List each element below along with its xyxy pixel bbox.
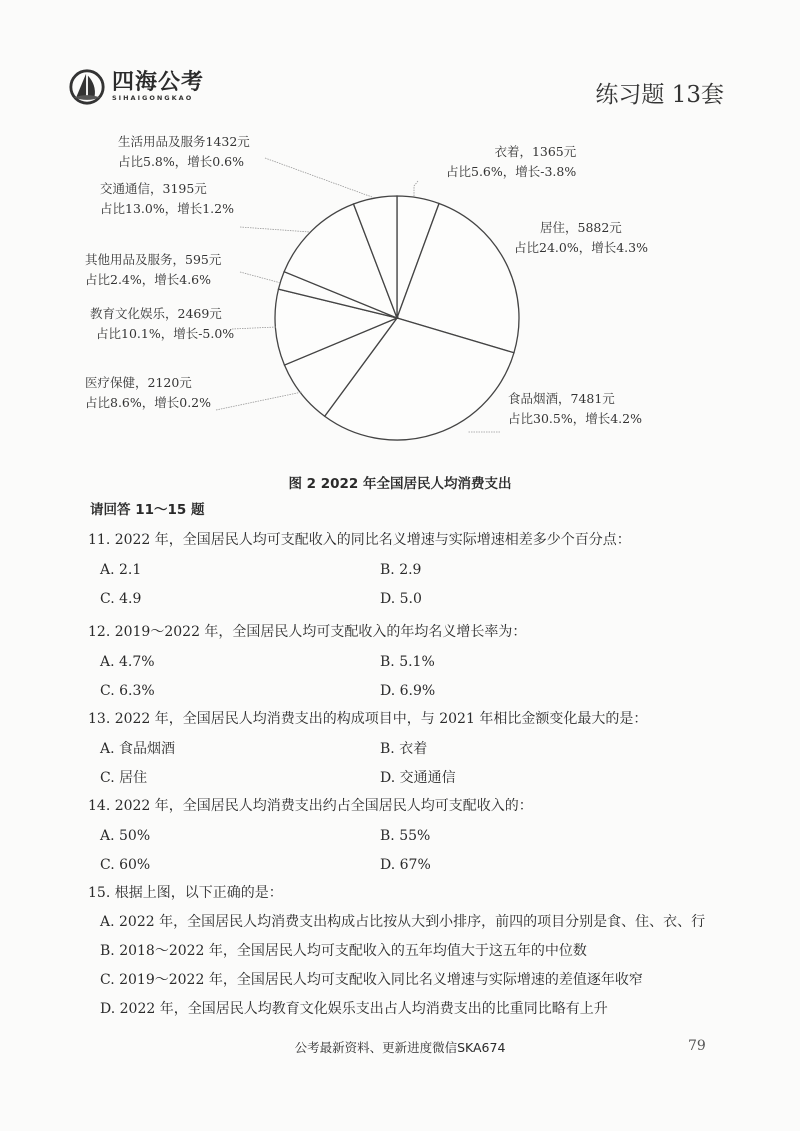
label-line2: 占比10.1%，增长-5.0% — [96, 326, 235, 341]
label-line1: 居住，5882元 — [540, 220, 622, 235]
answer-option[interactable]: A. 2022 年，全国居民人均消费支出构成占比按从大到小排序，前四的项目分别是食、住、衣、行 — [100, 914, 706, 930]
slice-label-other — [85, 250, 221, 290]
slice-label-daily-goods — [118, 132, 250, 172]
exercise-set-title: 练习题 13套 — [595, 82, 724, 108]
slice-label-education — [90, 304, 234, 344]
question-13: 13. 2022 年，全国居民人均消费支出的构成项目中，与 2021 年相比金额变化最大的是： — [88, 711, 648, 727]
logo-english-text: SIHAIGONGKAO — [112, 94, 194, 102]
answer-option[interactable]: C. 60% — [100, 857, 151, 873]
leader-line — [240, 227, 310, 232]
slice-label-clothing — [446, 142, 576, 182]
answer-option[interactable]: D. 5.0 — [380, 591, 422, 607]
figure-caption: 图 2 2022 年全国居民人均消费支出 — [288, 476, 512, 492]
label-line2: 占比24.0%，增长4.3% — [514, 240, 648, 255]
answer-option[interactable]: D. 交通通信 — [380, 770, 456, 786]
slice-label-housing — [514, 218, 648, 258]
answer-option[interactable]: B. 55% — [380, 828, 431, 844]
instructions: 请回答 11～15 题 — [90, 502, 205, 518]
leader-line — [240, 272, 281, 283]
label-line1: 生活用品及服务1432元 — [118, 134, 250, 149]
label-line1: 教育文化娱乐，2469元 — [90, 306, 222, 321]
answer-option[interactable]: B. 衣着 — [380, 741, 428, 757]
label-line1: 其他用品及服务，595元 — [85, 252, 222, 267]
answer-option[interactable]: A. 50% — [100, 828, 151, 844]
label-line1: 交通通信，3195元 — [100, 181, 207, 196]
answer-option[interactable]: A. 4.7% — [100, 654, 155, 670]
answer-option[interactable]: D. 2022 年，全国居民人均教育文化娱乐支出占人均消费支出的比重同比略有上升 — [100, 1001, 608, 1017]
label-line1: 衣着，1365元 — [494, 144, 577, 159]
leader-line — [414, 181, 418, 197]
label-line2: 占比8.6%，增长0.2% — [85, 395, 212, 410]
leader-line — [265, 158, 372, 197]
answer-option[interactable]: B. 2018～2022 年，全国居民人均可支配收入的五年均值大于这五年的中位数 — [100, 943, 587, 959]
leader-line — [232, 327, 276, 329]
slice-label-health — [85, 373, 211, 413]
label-line2: 占比5.8%，增长0.6% — [118, 154, 245, 169]
answer-option[interactable]: C. 居住 — [100, 770, 148, 786]
label-line2: 占比2.4%，增长4.6% — [85, 272, 212, 287]
label-line2: 占比5.6%，增长-3.8% — [446, 164, 577, 179]
footer-note: 公考最新资料、更新进度微信SKA674 — [294, 1040, 506, 1055]
logo-chinese-text: 四海公考 — [112, 70, 205, 95]
question-14: 14. 2022 年，全国居民人均消费支出约占全国居民人均可支配收入的： — [88, 798, 533, 814]
question-11: 11. 2022 年，全国居民人均可支配收入的同比名义增速与实际增速相差多少个百分点： — [88, 532, 631, 548]
label-line1: 食品烟酒，7481元 — [508, 391, 615, 406]
slice-label-transport — [100, 179, 234, 219]
answer-option[interactable]: A. 食品烟酒 — [100, 741, 176, 757]
label-line2: 占比13.0%，增长1.2% — [100, 201, 234, 216]
answer-option[interactable]: D. 67% — [380, 857, 431, 873]
answer-option[interactable]: A. 2.1 — [100, 562, 142, 578]
answer-option[interactable]: C. 4.9 — [100, 591, 142, 607]
question-15: 15. 根据上图，以下正确的是： — [88, 885, 283, 901]
leader-line — [216, 392, 302, 410]
slice-label-food — [508, 389, 642, 429]
label-line2: 占比30.5%，增长4.2% — [508, 411, 642, 426]
answer-option[interactable]: C. 6.3% — [100, 683, 155, 699]
page-number: 79 — [688, 1038, 706, 1054]
answer-option[interactable]: B. 5.1% — [380, 654, 435, 670]
label-line1: 医疗保健，2120元 — [85, 375, 192, 390]
answer-option[interactable]: B. 2.9 — [380, 562, 422, 578]
question-12: 12. 2019～2022 年，全国居民人均可支配收入的年均名义增长率为： — [88, 624, 527, 640]
answer-option[interactable]: C. 2019～2022 年，全国居民人均可支配收入同比名义增速与实际增速的差值逐年收窄 — [100, 972, 643, 988]
answer-option[interactable]: D. 6.9% — [380, 683, 436, 699]
